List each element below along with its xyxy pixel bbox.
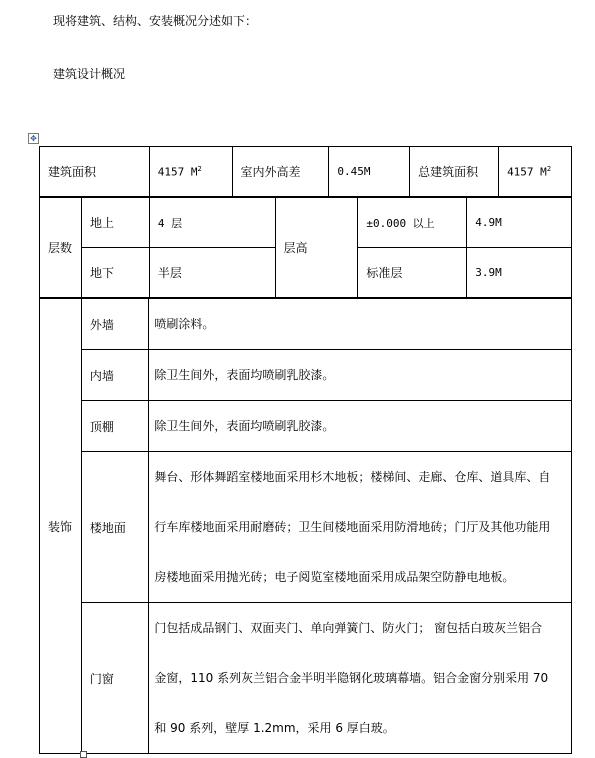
decoration-label: 装饰 <box>40 299 82 754</box>
decor-line: 金窗，110 系列灰兰铝合金半明半隐钢化玻璃幕墙。铝合金窗分别采用 70 <box>154 671 549 685</box>
above-ground-label: 地上 <box>81 198 149 248</box>
above-ground-value: 4 层 <box>149 198 275 248</box>
floors-table <box>39 197 572 298</box>
standard-floor-value: 3.9M <box>467 248 572 298</box>
decor-line: 和 90 系列，壁厚 1.2mm，采用 6 厚白玻。 <box>154 721 395 735</box>
decor-row-label: 楼地面 <box>81 452 149 603</box>
decor-row-content <box>149 350 572 401</box>
floor-height-label: 层高 <box>275 198 358 298</box>
decor-line: 行车库楼地面采用耐磨砖；卫生间楼地面采用防滑地砖；门厅及其他功能用 <box>154 520 551 534</box>
decor-row-content <box>149 401 572 452</box>
decor-row-content <box>149 452 572 603</box>
height-above-zero-label: ±0.000 以上 <box>358 198 467 248</box>
decor-line: 舞台、形体舞蹈室楼地面采用杉木地板；楼梯间、走廊、仓库、道具库、自 <box>154 470 551 484</box>
total-area-value: 4157 $M^2$ <box>499 147 572 197</box>
building-area-value: 4157 $M^2$ <box>149 147 232 197</box>
height-diff-value: 0.45M <box>329 147 410 197</box>
decor-line: 门包括成品钢门、双面夹门、单向弹簧门、防火门； 窗包括白玻灰兰铝合 <box>154 621 543 635</box>
decor-row-label: 顶棚 <box>81 401 149 452</box>
decor-row-label: 外墙 <box>81 299 149 350</box>
building-area-label: 建筑面积 <box>40 147 150 197</box>
table-move-handle-icon[interactable]: ✥ <box>28 133 39 144</box>
decor-row-content <box>149 603 572 754</box>
intro-paragraph: 现将建筑、结构、安装概况分述如下： <box>53 14 258 28</box>
decor-line: 房楼地面采用抛光砖；电子阅览室楼地面采用成品架空防静电地板。 <box>154 570 515 584</box>
section-title: 建筑设计概况 <box>53 67 126 81</box>
decor-row-label: 内墙 <box>81 350 149 401</box>
table-resize-handle-icon[interactable] <box>80 751 87 758</box>
area-table <box>39 146 572 197</box>
height-above-zero-value: 4.9M <box>467 198 572 248</box>
decor-row-label: 门窗 <box>81 603 149 754</box>
floors-label: 层数 <box>40 198 82 298</box>
height-diff-label: 室内外高差 <box>232 147 329 197</box>
decor-line: 除卫生间外，表面均喷刷乳胶漆。 <box>154 368 335 382</box>
decoration-table <box>39 298 572 754</box>
total-area-label: 总建筑面积 <box>410 147 499 197</box>
below-ground-label: 地下 <box>81 248 149 298</box>
decor-line: 除卫生间外，表面均喷刷乳胶漆。 <box>154 419 335 433</box>
decor-line: 喷刷涂料。 <box>154 317 215 331</box>
decor-row-content <box>149 299 572 350</box>
below-ground-value: 半层 <box>149 248 275 298</box>
standard-floor-label: 标准层 <box>358 248 467 298</box>
